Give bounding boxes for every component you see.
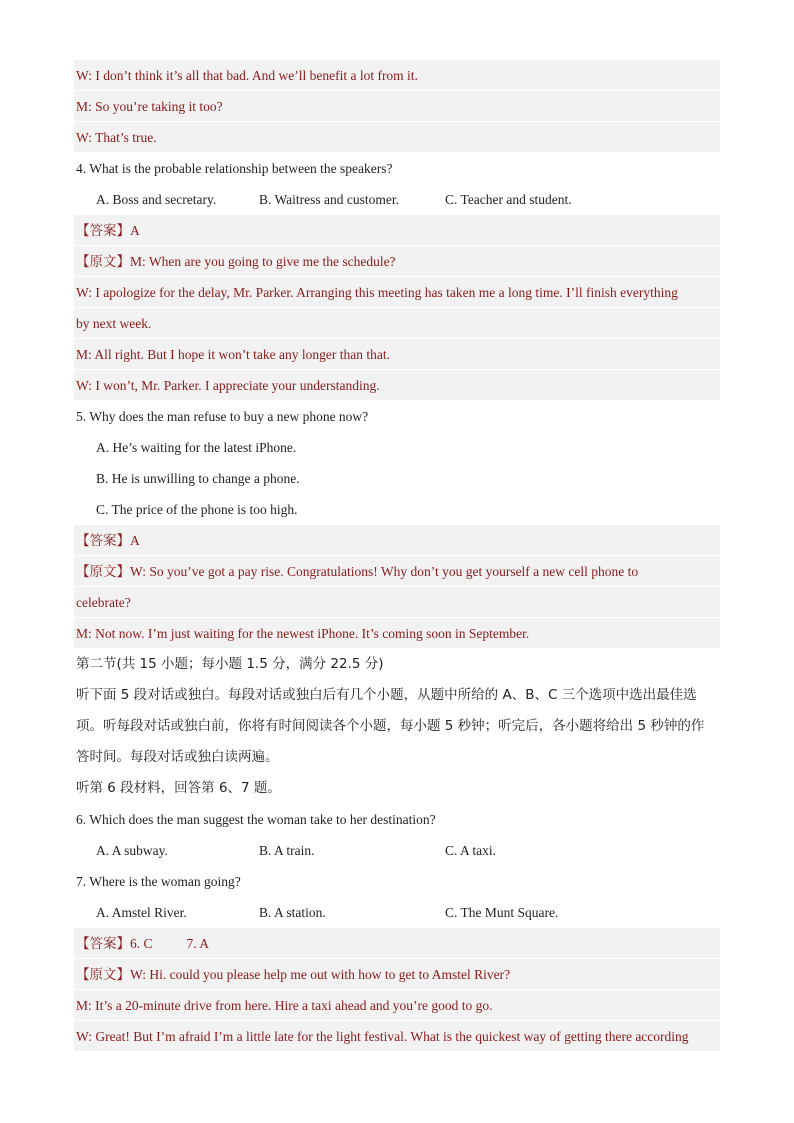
transcript-line: W: I don’t think it’s all that bad. And we’ll benefit a lot from it. <box>74 60 720 91</box>
answer-tag: 【答案】 <box>76 533 130 549</box>
transcript-line <box>74 556 720 587</box>
answer-line <box>74 215 720 246</box>
answer-value: A <box>130 223 140 238</box>
question-4: 4. What is the probable relationship between the speakers? <box>76 161 393 176</box>
answer-tag: 【答案】 <box>76 223 130 239</box>
section-heading: 第二节(共 15 小题；每小题 1.5 分，满分 22.5 分) <box>76 656 384 672</box>
answer-value: 6. C <box>130 936 153 951</box>
transcript-text: W: So you’ve got a pay rise. Congratulations! Why don’t you get yourself a new cell phone to <box>130 564 639 579</box>
question-6: 6. Which does the man suggest the woman take to her destination? <box>76 812 436 827</box>
option-b: B. He is unwilling to change a phone. <box>96 471 300 486</box>
instruction-line: 听下面 5 段对话或独白。每段对话或独白后有几个小题，从题中所给的 A、B、C 三个选项中选出最佳选 <box>76 687 697 703</box>
transcript-line: M: All right. But I hope it won’t take any longer than that. <box>74 339 720 370</box>
transcript-line: W: Great! But I’m afraid I’m a little late for the light festival. What is the quickest way of getting there according <box>74 1021 720 1052</box>
question-6-options <box>74 835 720 866</box>
option-c: C. Teacher and student. <box>445 192 572 207</box>
transcript-line: W: That’s true. <box>74 122 720 153</box>
transcript-line: celebrate? <box>74 587 720 618</box>
option-c: C. The price of the phone is too high. <box>96 502 298 517</box>
instruction-line: 听第 6 段材料，回答第 6、7 题。 <box>76 780 281 796</box>
transcript-line: W: I apologize for the delay, Mr. Parker. Arranging this meeting has taken me a long time. I’ll finish everything <box>74 277 720 308</box>
document-body <box>74 60 720 1052</box>
option-c: C. The Munt Square. <box>445 905 559 920</box>
transcript-line: W: I won’t, Mr. Parker. I appreciate your understanding. <box>74 370 720 401</box>
option-a: A. Boss and secretary. <box>96 192 217 207</box>
transcript-text: M: When are you going to give me the schedule? <box>130 254 396 269</box>
option-b: B. Waitress and customer. <box>259 192 400 207</box>
option-c: C. A taxi. <box>445 843 497 858</box>
answer-line <box>74 928 720 959</box>
transcript-line: M: So you’re taking it too? <box>74 91 720 122</box>
answer-value: 7. A <box>186 936 210 951</box>
question-7: 7. Where is the woman going? <box>76 874 241 889</box>
option-b: B. A station. <box>259 905 326 920</box>
question-7-options <box>74 897 720 928</box>
instruction-line: 项。听每段对话或独白前，你将有时间阅读各个小题，每小题 5 秒钟；听完后，各小题将给出 5 秒钟的作 <box>76 718 705 734</box>
answer-tag: 【答案】 <box>76 936 130 952</box>
transcript-line <box>74 959 720 990</box>
option-a: A. Amstel River. <box>96 905 187 920</box>
answer-value: A <box>130 533 140 548</box>
option-a: A. He’s waiting for the latest iPhone. <box>96 440 297 455</box>
question-5: 5. Why does the man refuse to buy a new phone now? <box>76 409 369 424</box>
transcript-line: M: Not now. I’m just waiting for the newest iPhone. It’s coming soon in September. <box>74 618 720 649</box>
option-b: B. A train. <box>259 843 315 858</box>
transcript-line: by next week. <box>74 308 720 339</box>
transcript-line <box>74 246 720 277</box>
transcript-tag: 【原文】 <box>76 564 130 580</box>
answer-line <box>74 525 720 556</box>
option-a: A. A subway. <box>96 843 168 858</box>
transcript-line: M: It’s a 20-minute drive from here. Hire a taxi ahead and you’re good to go. <box>74 990 720 1021</box>
transcript-text: W: Hi. could you please help me out with how to get to Amstel River? <box>130 967 511 982</box>
instruction-line: 答时间。每段对话或独白读两遍。 <box>76 749 279 765</box>
transcript-tag: 【原文】 <box>76 967 130 983</box>
question-4-options <box>74 184 720 215</box>
transcript-tag: 【原文】 <box>76 254 130 270</box>
